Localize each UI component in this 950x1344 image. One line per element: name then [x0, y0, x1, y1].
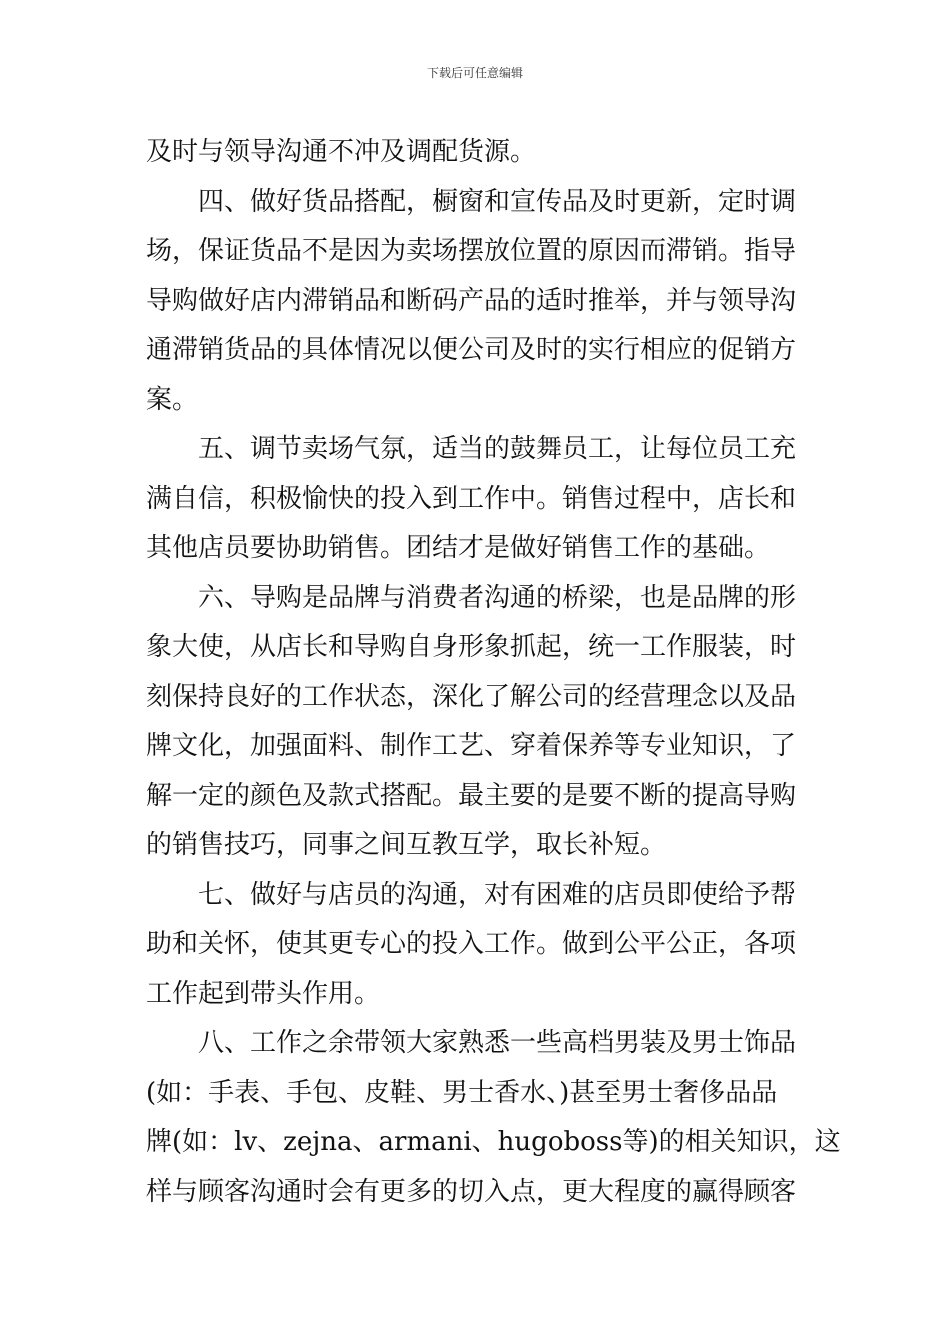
text-line: 牌文化，加强面料、制作工艺、穿着保养等专业知识，了 [146, 731, 797, 761]
text-line: 八、工作之余带领大家熟悉一些高档男装及男士饰品 [198, 1028, 797, 1058]
text-line: 刻保持良好的工作状态，深化了解公司的经营理念以及品 [146, 681, 797, 712]
text-line: 及时与领导沟通不冲及调配货源。 [146, 137, 537, 167]
text-line: 的销售技巧，同事之间互教互学，取长补短。 [146, 830, 667, 860]
paragraph [146, 425, 808, 574]
text-line: 案。 [146, 384, 199, 415]
page-header: 下载后可任意编辑 [426, 66, 523, 80]
text-line: 满自信，积极愉快的投入到工作中。销售过程中，店长和 [146, 483, 797, 514]
text-line: (如：手表、手包、皮鞋、男士香水、)甚至男士奢侈品品 [146, 1077, 778, 1108]
text-line: 场，保证货品不是因为卖场摆放位置的原因而滞销。指导 [146, 236, 797, 266]
text-line: 解一定的颜色及款式搭配。最主要的是要不断的提高导购 [146, 780, 797, 811]
paragraph [146, 1019, 841, 1217]
paragraph [146, 178, 808, 426]
text-line: 六、导购是品牌与消费者沟通的桥梁，也是品牌的形 [198, 582, 797, 613]
text-line: 四、做好货品搭配，橱窗和宣传品及时更新，定时调 [198, 186, 797, 217]
text-line: 五、调节卖场气氛，适当的鼓舞员工，让每位员工充 [198, 434, 797, 464]
paragraph [146, 871, 808, 1020]
text-line: 象大使，从店长和导购自身形象抓起，统一工作服装，时 [146, 632, 797, 662]
text-line: 助和关怀，使其更专心的投入工作。做到公平公正，各项 [146, 929, 797, 959]
document-body [146, 128, 841, 1217]
text-line: 七、做好与店员的沟通，对有困难的店员即使给予帮 [198, 879, 797, 910]
text-line: 导购做好店内滞销品和断码产品的适时推举，并与领导沟 [146, 285, 797, 316]
text-line: 样与顾客沟通时会有更多的切入点，更大程度的赢得顾客 [146, 1176, 797, 1207]
text-line: 其他店员要协助销售。团结才是做好销售工作的基础。 [146, 533, 771, 563]
paragraph [146, 128, 808, 178]
text-line: 工作起到带头作用。 [146, 978, 381, 1009]
paragraph [146, 574, 808, 871]
text-line: 牌(如：lv、zejna、armani、hugoboss等)的相关知识，这 [146, 1127, 841, 1157]
text-line: 通滞销货品的具体情况以便公司及时的实行相应的促销方 [146, 335, 797, 365]
